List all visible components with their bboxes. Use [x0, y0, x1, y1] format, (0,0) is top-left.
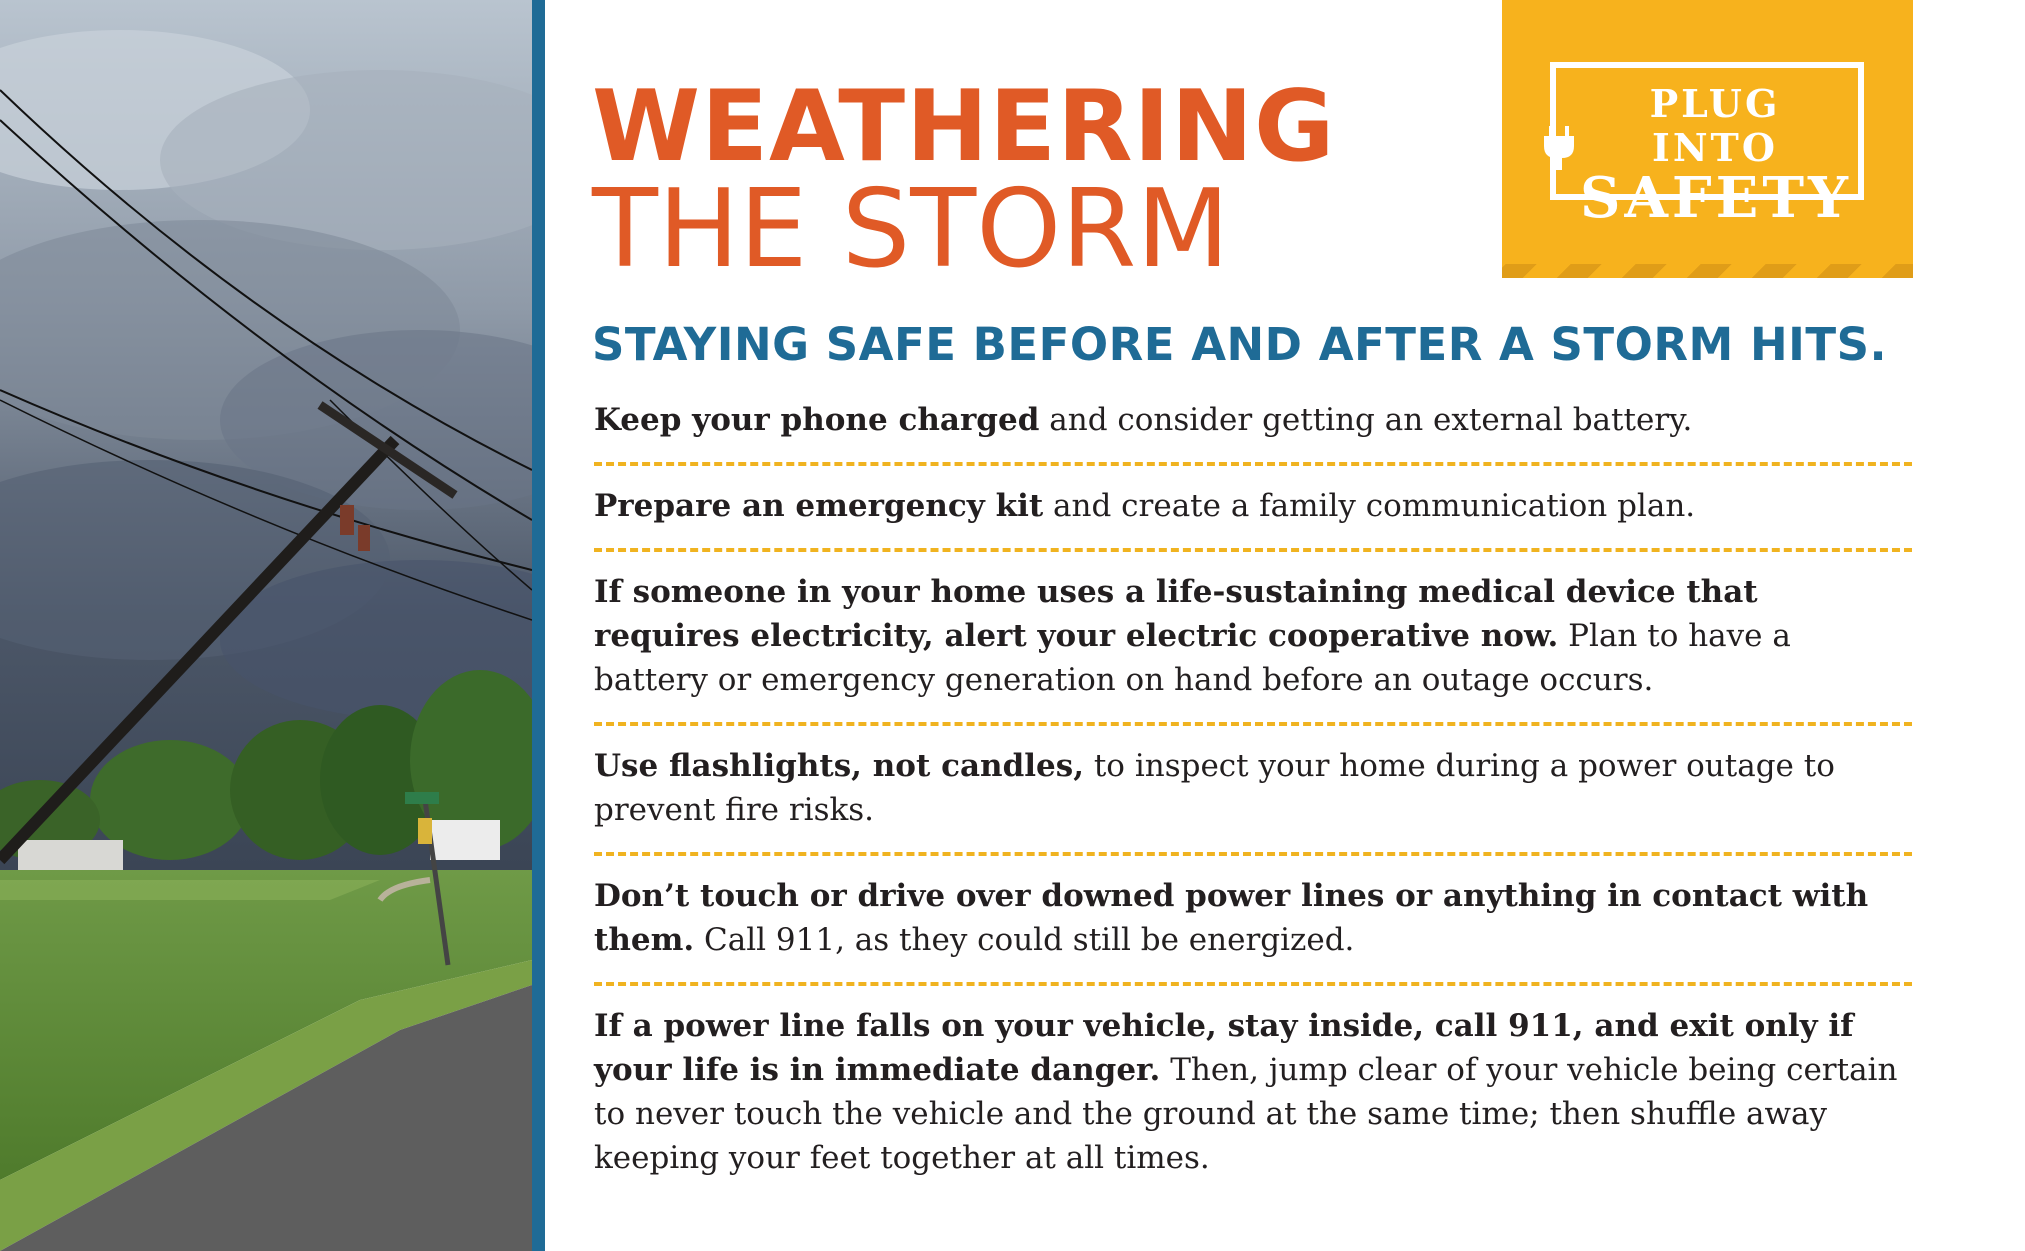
tip-item [594, 874, 1912, 962]
tip-bold: If someone in your home uses a life-sustaining medical device that requires electricity, alert your electric cooperative now. [594, 574, 1758, 654]
tip-text: to inspect your home during a power outage to prevent fire risks. [594, 748, 1835, 828]
tip-bold: If a power line falls on your vehicle, stay inside, call 911, and exit only if your life is in immediate danger. [594, 1008, 1854, 1088]
plug-icon [1542, 126, 1576, 174]
tip-bold: Prepare an emergency kit [594, 488, 1044, 524]
badge-hazard-stripes [1502, 264, 1913, 278]
dashed-separator [594, 548, 1912, 552]
dashed-separator [594, 852, 1912, 856]
badge-line-2: SAFETY [1580, 165, 1852, 231]
title-line-1: WEATHERING [592, 70, 1336, 184]
tip-text: Then, jump clear of your vehicle being certain to never touch the vehicle and the ground at the same time; then shuffle away keeping your feet together at all times. [594, 1052, 1898, 1176]
dashed-separator [594, 722, 1912, 726]
tip-text: and consider getting an external battery. [1039, 402, 1693, 438]
tip-text: Call 911, as they could still be energized. [694, 922, 1355, 958]
subtitle: STAYING SAFE BEFORE AND AFTER A STORM HITS. [592, 318, 1888, 371]
storm-photo [0, 0, 532, 1251]
plug-into-safety-badge [1502, 0, 1913, 278]
tip-text: and create a family communication plan. [1043, 488, 1696, 524]
tip-item [594, 744, 1912, 832]
tip-text: Plan to have a battery or emergency generation on hand before an outage occurs. [594, 618, 1791, 698]
page-title [592, 70, 1336, 292]
tip-bold: Don’t touch or drive over downed power lines or anything in contact with them. [594, 878, 1869, 958]
dashed-separator [594, 982, 1912, 986]
vertical-divider [532, 0, 545, 1251]
dashed-separator [594, 462, 1912, 466]
safety-tips-list [594, 398, 1912, 1180]
tip-bold: Keep your phone charged [594, 402, 1040, 438]
tip-item [594, 570, 1912, 702]
tip-item [594, 398, 1912, 442]
badge-line-1: PLUG INTO [1649, 81, 1781, 170]
title-line-2: THE STORM [592, 167, 1230, 292]
tip-item [594, 1004, 1912, 1180]
tip-item [594, 484, 1912, 528]
badge-text [1580, 81, 1852, 231]
tip-bold: Use flashlights, not candles, [594, 748, 1084, 784]
